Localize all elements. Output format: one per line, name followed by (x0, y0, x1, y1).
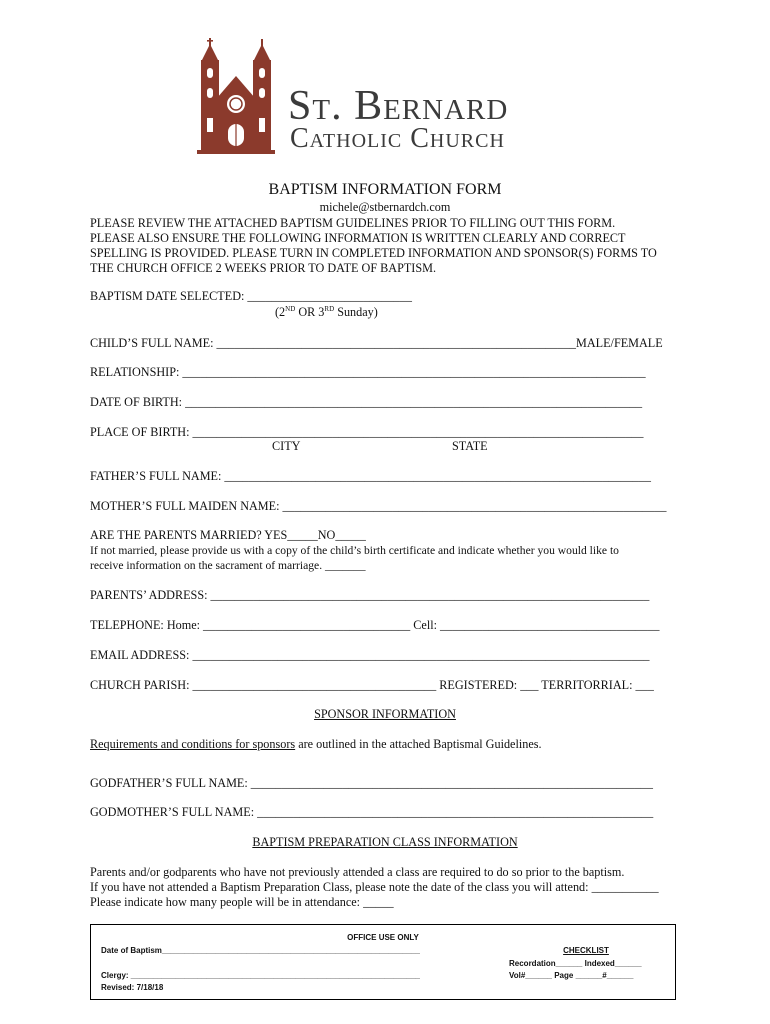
church-name-line2: Catholic Church (290, 123, 505, 154)
child-name-field[interactable]: CHILD’S FULL NAME: ___________________________________________________________MALE/FEMALE (90, 336, 663, 350)
place-of-birth-city-label: CITY (272, 439, 301, 453)
office-use-box (90, 924, 676, 1000)
email-address-field[interactable]: EMAIL ADDRESS: ___________________________________________________________________________ (90, 648, 650, 662)
church-name-line1: St. Bernard (288, 83, 509, 129)
church-logo-icon (195, 38, 277, 156)
place-of-birth-field[interactable]: PLACE OF BIRTH: __________________________________________________________________________ (90, 425, 644, 439)
father-name-field[interactable]: FATHER’S FULL NAME: ______________________________________________________________________ (90, 469, 651, 483)
parents-married-field[interactable]: ARE THE PARENTS MARRIED? YES_____NO_____ (90, 528, 366, 542)
instructions-line: SPELLING IS PROVIDED. PLEASE TURN IN COMPLETED INFORMATION AND SPONSOR(S) FORMS TO (90, 246, 657, 260)
parents-address-field[interactable]: PARENTS’ ADDRESS: ________________________________________________________________________ (90, 588, 650, 602)
clergy-field[interactable]: Clergy: _________________________________________________________________ (101, 971, 420, 980)
instructions-line: PLEASE REVIEW THE ATTACHED BAPTISM GUIDELINES PRIOR TO FILLING OUT THIS FORM. (90, 216, 616, 230)
sponsor-requirements: Requirements and conditions for sponsors are outlined in the attached Baptismal Guidelines. (90, 737, 542, 751)
prep-class-attendance-field[interactable]: Please indicate how many people will be in attendance: _____ (90, 895, 394, 909)
contact-email: michele@stbernardch.com (319, 200, 451, 214)
church-parish-field[interactable]: CHURCH PARISH: ________________________________________ REGISTERED: ___ TERRITORRIAL: ___ (90, 678, 654, 692)
godfather-name-field[interactable]: GODFATHER’S FULL NAME: __________________________________________________________________ (90, 776, 653, 790)
prep-class-line: Parents and/or godparents who have not previously attended a class are required to do so prior to the baptism. (90, 865, 625, 879)
prep-class-date-field[interactable]: If you have not attended a Baptism Preparation Class, please note the date of the class you will attend: ___________ (90, 880, 659, 894)
vol-page-field[interactable]: Vol#______ Page ______#______ (509, 971, 634, 980)
parents-married-note: If not married, please provide us with a copy of the child’s birth certificate and indicate whether you would like to (90, 544, 619, 557)
date-of-birth-field[interactable]: DATE OF BIRTH: ___________________________________________________________________________ (90, 395, 643, 409)
date-of-baptism-field[interactable]: Date of Baptism__________________________________________________________ (101, 946, 420, 955)
telephone-field[interactable]: TELEPHONE: Home: __________________________________ Cell: ____________________________________ (90, 618, 660, 632)
sponsor-heading: SPONSOR INFORMATION (314, 707, 456, 721)
form-title: BAPTISM INFORMATION FORM (268, 181, 502, 198)
godmother-name-field[interactable]: GODMOTHER’S FULL NAME: _________________________________________________________________ (90, 805, 654, 819)
recordation-field[interactable]: Recordation______ Indexed______ (509, 959, 642, 968)
instructions-line: PLEASE ALSO ENSURE THE FOLLOWING INFORMATION IS WRITTEN CLEARLY AND CORRECT (90, 231, 626, 245)
checklist-heading: CHECKLIST (563, 946, 609, 955)
prep-class-heading: BAPTISM PREPARATION CLASS INFORMATION (252, 835, 518, 849)
sponsor-requirements-link[interactable]: Requirements and conditions for sponsors (90, 737, 296, 751)
instructions-line: THE CHURCH OFFICE 2 WEEKS PRIOR TO DATE OF BAPTISM. (90, 261, 437, 275)
mother-name-field[interactable]: MOTHER’S FULL MAIDEN NAME: _______________________________________________________________ (90, 499, 667, 513)
baptism-date-field[interactable]: BAPTISM DATE SELECTED: ___________________________ (90, 289, 412, 303)
relationship-field[interactable]: RELATIONSHIP: ____________________________________________________________________________ (90, 365, 646, 379)
place-of-birth-state-label: STATE (452, 439, 488, 453)
parents-married-note[interactable]: receive information on the sacrament of marriage. _______ (90, 559, 366, 572)
baptism-date-note: (2ND OR 3RD Sunday) (275, 305, 378, 319)
office-use-heading: OFFICE USE ONLY (347, 933, 419, 942)
revised-date: Revised: 7/18/18 (101, 983, 164, 992)
